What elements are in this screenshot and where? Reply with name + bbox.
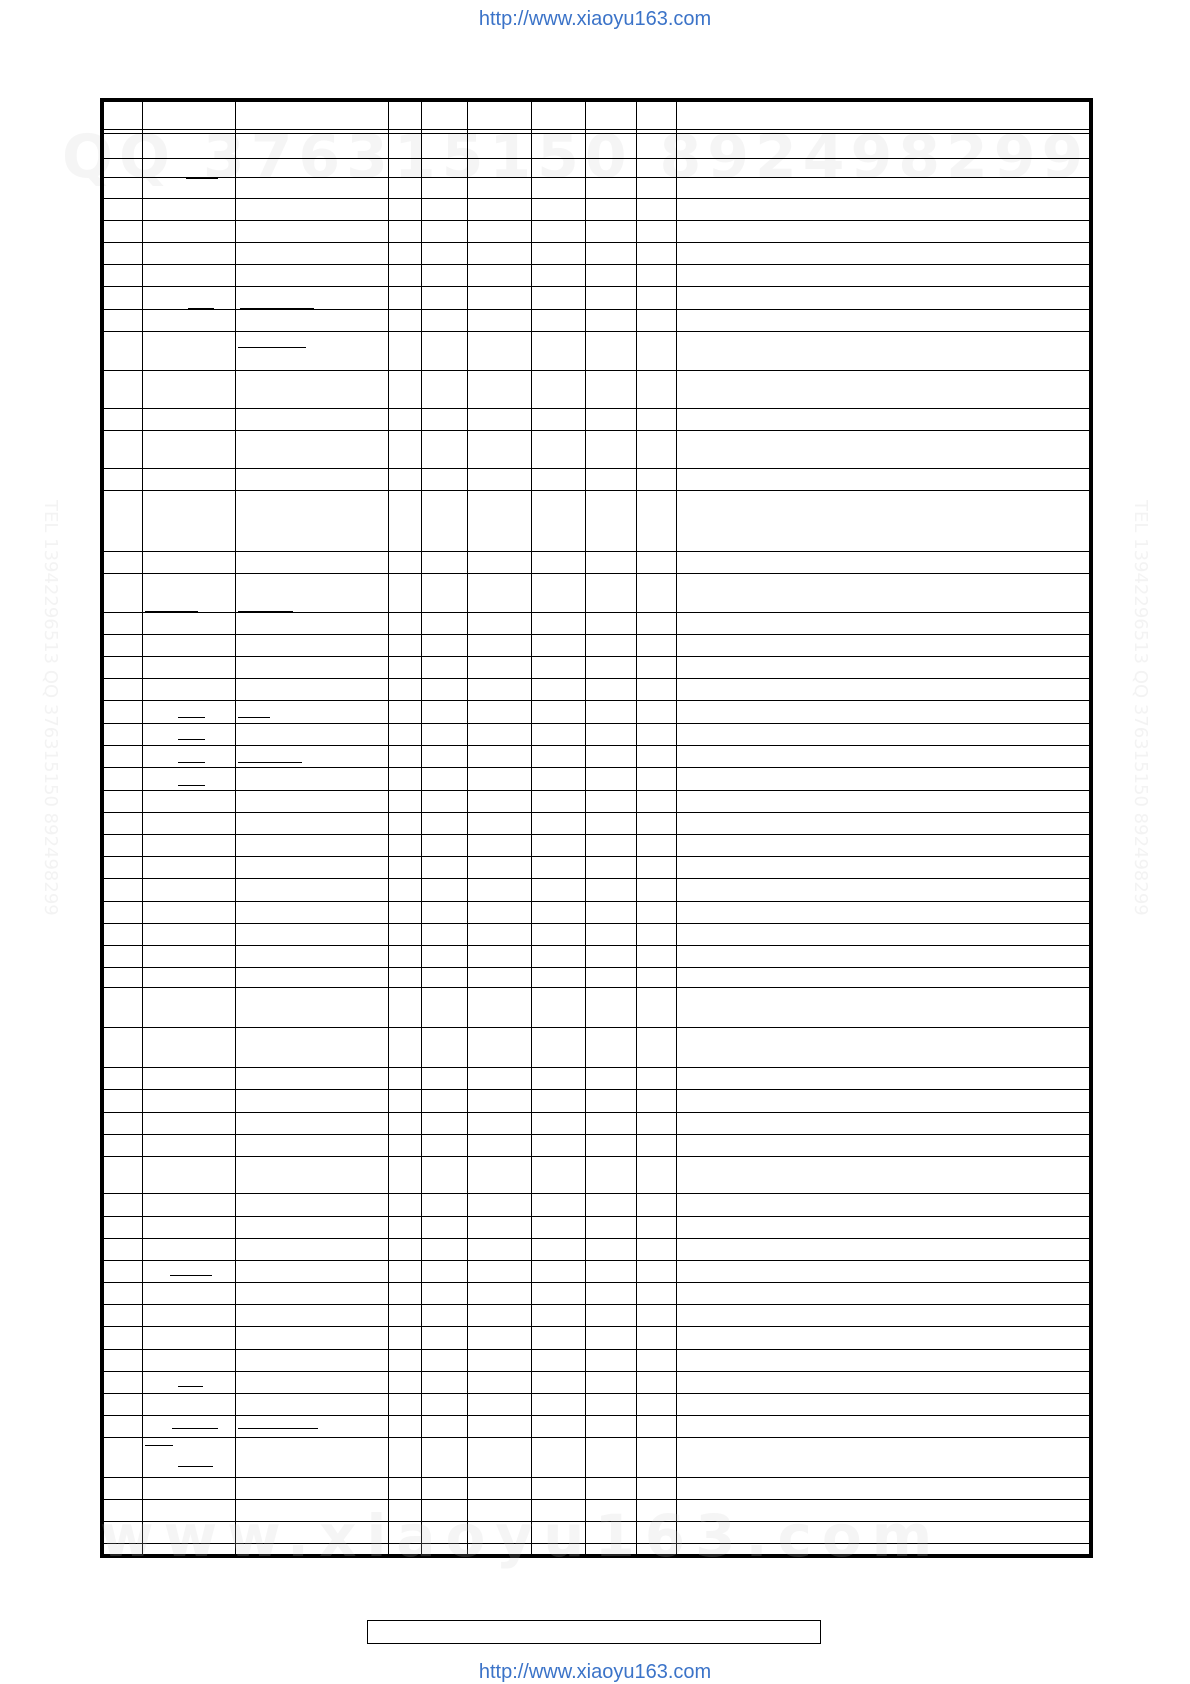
row-divider [104,1415,1089,1416]
row-divider [104,1326,1089,1327]
column-divider [531,102,532,1554]
row-divider [104,790,1089,791]
overline-mark [188,308,214,309]
overline-mark [170,1275,212,1276]
row-divider [104,177,1089,178]
overline-mark [145,611,198,612]
column-divider [585,102,586,1554]
row-divider [104,1067,1089,1068]
row-divider [104,133,1089,134]
row-divider [104,700,1089,701]
row-divider [104,1216,1089,1217]
overline-mark [238,762,302,763]
page-caption-box [367,1620,821,1644]
row-divider [104,1521,1089,1522]
row-divider [104,634,1089,635]
row-divider [104,1260,1089,1261]
row-divider [104,678,1089,679]
column-divider [235,102,236,1554]
row-divider [104,220,1089,221]
row-divider [104,242,1089,243]
pin-description-table [100,98,1093,1558]
overline-mark [178,785,205,786]
row-divider [104,967,1089,968]
row-divider [104,551,1089,552]
row-divider [104,408,1089,409]
column-divider [142,102,143,1554]
row-divider [104,1156,1089,1157]
row-divider [104,468,1089,469]
overline-mark [186,198,218,199]
overline-mark [188,331,214,332]
row-divider [104,1393,1089,1394]
overline-mark [186,178,218,179]
row-divider [104,1112,1089,1113]
row-divider [104,923,1089,924]
header-url[interactable]: http://www.xiaoyu163.com [478,8,712,30]
row-divider [104,1477,1089,1478]
overline-mark [172,1428,218,1429]
column-divider [421,102,422,1554]
row-divider [104,573,1089,574]
overline-mark [178,739,205,740]
watermark-side-right: TEL 13942296513 QQ 376315150 892498299 [1130,500,1151,916]
overline-mark [238,347,306,348]
row-divider [104,1371,1089,1372]
row-divider [104,767,1089,768]
overline-mark [178,717,205,718]
column-divider [636,102,637,1554]
row-divider [104,1134,1089,1135]
watermark-side-left: TEL 13942296513 QQ 376315150 892498299 [40,500,61,916]
row-divider [104,612,1089,613]
row-divider [104,309,1089,310]
column-divider [388,102,389,1554]
watermark-qq: QQ 376315150 892498299 [62,122,1090,192]
row-divider [104,430,1089,431]
overline-mark [178,1386,203,1387]
row-divider [104,1543,1089,1544]
overline-mark [178,1466,213,1467]
row-divider [104,834,1089,835]
row-divider [104,198,1089,199]
row-divider [104,1304,1089,1305]
row-divider [104,745,1089,746]
row-divider [104,158,1089,159]
watermark-site: www.xiaoyu163.com [100,1502,943,1570]
column-divider [467,102,468,1554]
row-divider [104,1238,1089,1239]
overline-mark [238,717,270,718]
row-divider [104,370,1089,371]
overline-mark [238,331,342,332]
overline-mark [238,1428,318,1429]
overline-mark [145,1445,173,1446]
overline-mark [238,611,293,612]
row-divider [104,1193,1089,1194]
row-divider [104,1027,1089,1028]
row-divider [104,901,1089,902]
column-divider [676,102,677,1554]
overline-mark [240,308,314,309]
row-divider [104,264,1089,265]
row-divider [104,945,1089,946]
row-divider [104,856,1089,857]
row-divider [104,723,1089,724]
row-divider [104,1499,1089,1500]
overline-mark [240,286,330,287]
footer-url[interactable]: http://www.xiaoyu163.com [478,1661,712,1683]
row-divider [104,490,1089,491]
row-divider [104,1089,1089,1090]
row-divider [104,812,1089,813]
row-divider [104,1282,1089,1283]
overline-mark [188,286,214,287]
row-divider [104,1349,1089,1350]
overline-mark [178,762,205,763]
row-divider [104,878,1089,879]
row-divider [104,656,1089,657]
row-divider [104,987,1089,988]
row-divider [104,1437,1089,1438]
row-divider [104,129,1089,130]
